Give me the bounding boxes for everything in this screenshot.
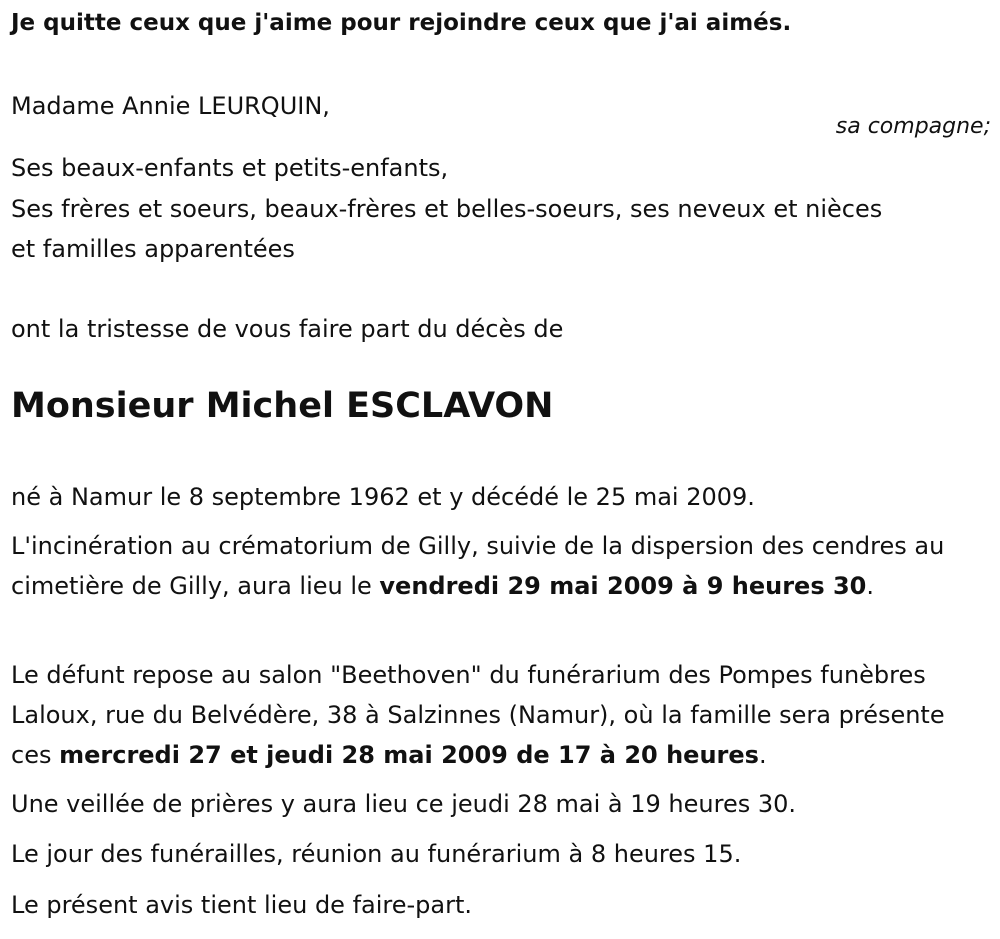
viewing-end: . xyxy=(758,741,767,769)
viewing-dates: mercredi 27 et jeudi 28 mai 2009 de 17 à 20 heures xyxy=(59,741,759,769)
epigraph: Je quitte ceux que j'aime pour rejoindre ceux que j'ai aimés. xyxy=(11,10,792,36)
partner-name: Madame Annie LEURQUIN, xyxy=(11,92,330,120)
vigil-line: Une veillée de prières y aura lieu ce jeudi 28 mai à 19 heures 30. xyxy=(11,790,797,818)
announcement: ont la tristesse de vous faire part du décès de xyxy=(11,315,564,343)
cremation-text: L'incinération au crématorium de Gilly, suivie de la dispersion des cendres au cimetière de Gilly, aura lieu le xyxy=(11,532,945,600)
viewing-text: Le défunt repose au salon "Beethoven" du funérarium des Pompes funèbres Laloux, rue du Belvédère, 38 à Salzinnes (Namur), où la famille sera présente ces xyxy=(11,661,945,769)
siblings-line-1: Ses frères et soeurs, beaux-frères et belles-soeurs, ses neveux et nièces xyxy=(11,195,883,223)
viewing-paragraph xyxy=(11,655,986,775)
cremation-paragraph xyxy=(11,526,986,606)
funeral-meeting-line: Le jour des funérailles, réunion au funérarium à 8 heures 15. xyxy=(11,840,742,868)
partner-role: sa compagne; xyxy=(835,114,991,139)
cremation-date: vendredi 29 mai 2009 à 9 heures 30 xyxy=(379,572,867,600)
children-line: Ses beaux-enfants et petits-enfants, xyxy=(11,154,449,182)
birth-death: né à Namur le 8 septembre 1962 et y décédé le 25 mai 2009. xyxy=(11,483,755,511)
cremation-end: . xyxy=(866,572,875,600)
notice-line: Le présent avis tient lieu de faire-part. xyxy=(11,891,473,919)
siblings-line-2: et familles apparentées xyxy=(11,235,295,263)
deceased-name: Monsieur Michel ESCLAVON xyxy=(11,386,554,426)
